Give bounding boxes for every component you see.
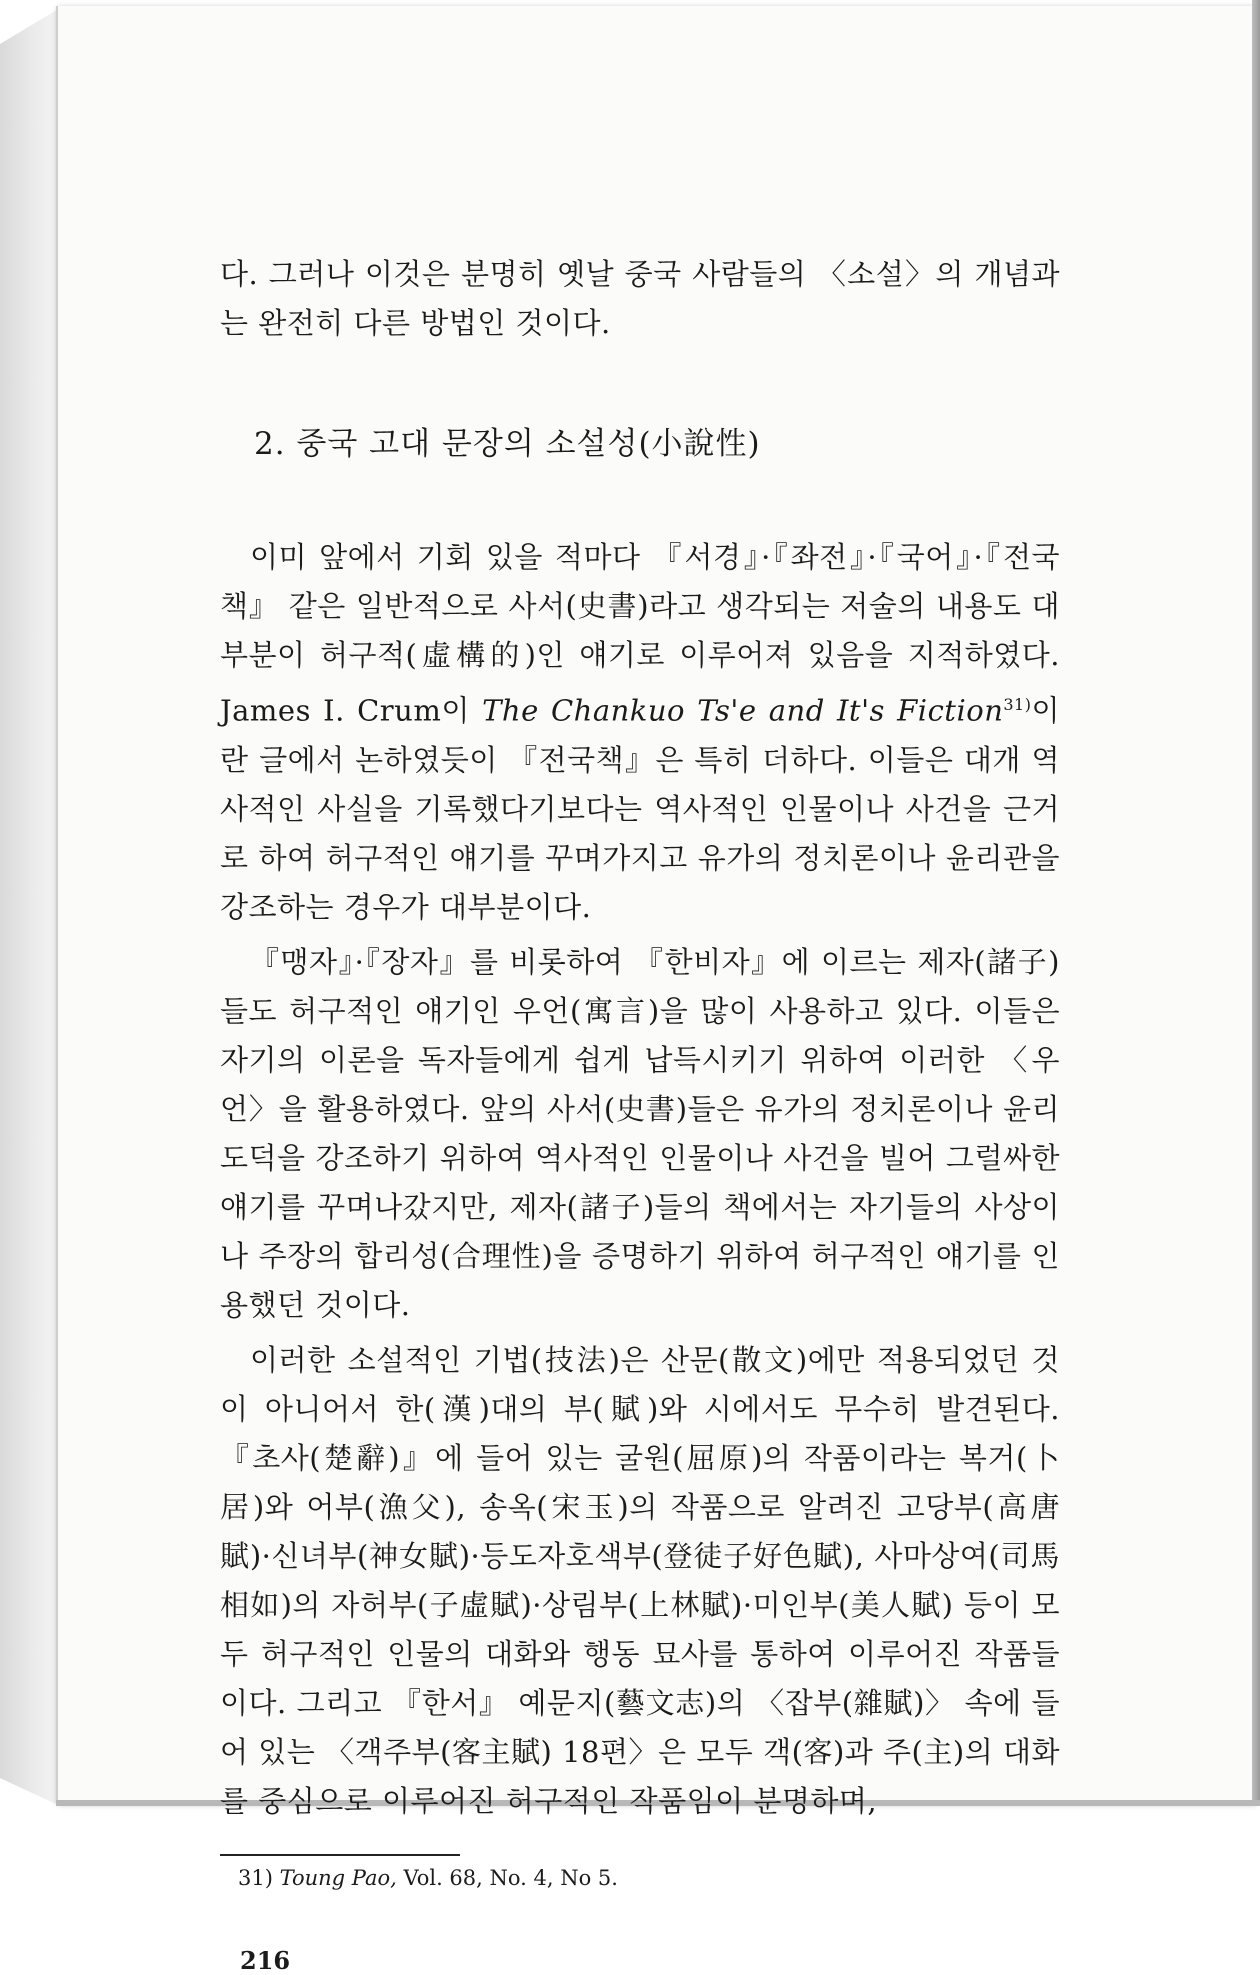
paragraph-1-part-a: 이미 앞에서 기회 있을 적마다 『서경』·『좌전』·『국어』·『전국책』 같은 일반적으로 사서(史書)라고 생각되는 저술의 내용도 대부분이 허구적(虛構的)인 얘기로 이루어져 있음을 지적하였다. James I. Crum이 <box>220 540 1060 728</box>
paragraph-1 <box>220 533 1060 932</box>
page-content <box>220 250 1060 1975</box>
footnote-citation: Vol. 68, No. 4, No 5. <box>396 1865 618 1890</box>
book-spine <box>0 8 60 1806</box>
paragraph-2: 『맹자』·『장자』를 비롯하여 『한비자』에 이르는 제자(諸子)들도 허구적인 얘기인 우언(寓言)을 많이 사용하고 있다. 이들은 자기의 이론을 독자들에게 쉽게 납득시키기 위하여 이러한 〈우언〉을 활용하였다. 앞의 사서(史書)들은 유가의 정치론이나 윤리 도덕을 강조하기 위하여 역사적인 인물이나 사건을 빌어 그럴싸한 얘기를 꾸며나갔지만, 제자(諸子)들의 책에서는 자기들의 사상이나 주장의 합리성(合理性)을 증명하기 위하여 허구적인 얘기를 인용했던 것이다. <box>220 944 1060 1322</box>
footnote <box>238 1866 1060 1890</box>
paragraph-3: 이러한 소설적인 기법(技法)은 산문(散文)에만 적용되었던 것이 아니어서 한(漢)대의 부(賦)와 시에서도 무수히 발견된다. 『초사(楚辭)』에 들어 있는 굴원(屈原)의 작품이라는 복거(卜居)와 어부(漁父), 송옥(宋玉)의 작품으로 알려진 고당부(高唐賦)·신녀부(神女賦)·등도자호색부(登徒子好色賦), 사마상여(司馬相如)의 자허부(子虛賦)·상림부(上林賦)·미인부(美人賦) 등이 모두 허구적인 인물의 대화와 행동 묘사를 통하여 이루어진 작품들이다. 그리고 『한서』 예문지(藝文志)의 〈잡부(雜賦)〉 속에 들어 있는 〈객주부(客主賦) 18편〉은 모두 객(客)과 주(主)의 대화를 중심으로 이루어진 허구적인 작품임이 분명하며, <box>220 1342 1060 1818</box>
paragraph-1-part-b: 이란 글에서 논하였듯이 『전국책』은 특히 더하다. 이들은 대개 역사적인 사실을 기록했다기보다는 역사적인 인물이나 사건을 근거로 하여 허구적인 얘기를 꾸며가지고 유가의 정치론이나 윤리관을 강조하는 경우가 대부분이다. <box>220 693 1060 924</box>
section-heading: 2. 중국 고대 문장의 소설성(小說性) <box>254 426 761 462</box>
footnote-ref[interactable]: 31) <box>1003 695 1032 714</box>
footnote-number: 31) <box>238 1865 280 1890</box>
work-title: The Chankuo Ts'e and It's Fiction <box>482 693 1004 728</box>
book-page-edge <box>1252 0 1260 1806</box>
footnote-rule <box>220 1854 460 1856</box>
footnote-journal: Toung Pao, <box>279 1865 397 1890</box>
page-number: 216 <box>240 1945 291 1975</box>
intro-paragraph: 다. 그러나 이것은 분명히 옛날 중국 사람들의 〈소설〉의 개념과는 완전히 다른 방법인 것이다. <box>220 257 1060 340</box>
